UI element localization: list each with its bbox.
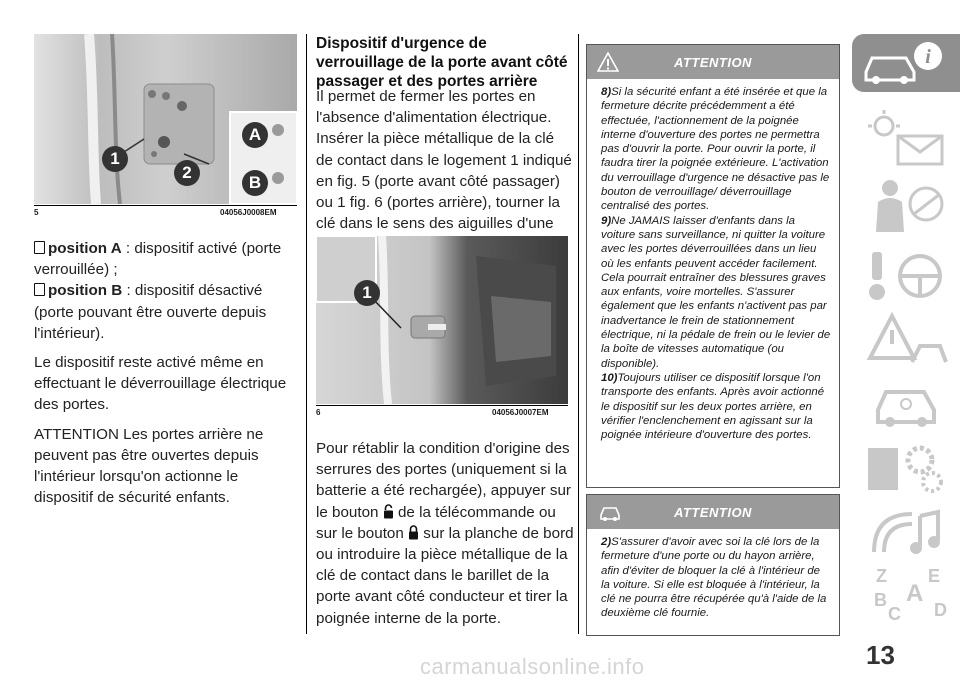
warning-item-10 <box>601 371 831 442</box>
warning-item-2 <box>601 535 831 621</box>
text-run: de la télécommande ou sur le bouton <box>316 503 556 542</box>
callout-2: 2 <box>174 160 200 186</box>
maintenance-gears-icon[interactable] <box>862 438 950 498</box>
index-letter: A <box>906 580 924 607</box>
index-icon[interactable] <box>870 566 950 626</box>
warning-body <box>587 529 839 627</box>
index-letter: C <box>888 604 901 624</box>
callout-1: 1 <box>354 280 380 306</box>
warning-header <box>587 45 839 79</box>
figure-5-code: 04056J0008EM <box>220 208 277 217</box>
warning-number: 9) <box>601 214 612 227</box>
warning-text: Toujours utiliser ce dispositif lorsque l'on transporte des enfants. Après avoir actionné le dispositif sur les deux portes arrière, en vérifier l'enclenchement en agissant sur la poignée intérieure d'ouverture des portes. <box>601 371 825 442</box>
figure-6-number: 6 <box>316 408 321 417</box>
watermark-text: carmanualsonline.info <box>420 654 645 679</box>
index-letter: Z <box>876 566 887 586</box>
key-steering-icon[interactable] <box>862 246 950 306</box>
position-b-text: : dispositif désactivé (porte pouvant être ouverte depuis l'intérieur). <box>34 282 267 342</box>
paragraph: ATTENTION Les portes arrière ne peuvent pas être ouvertes depuis l'intérieur lorsqu'on actionne le dispositif de sécurité enfants. <box>34 425 264 507</box>
column-divider <box>578 34 579 634</box>
figure-5-photo <box>34 34 297 204</box>
text-run: sur la planche de bord ou introduire la pièce métallique de la clé de contact dans le barillet de la porte avant côté conducteur et tirer la poignée interne de la porte. <box>316 524 574 627</box>
index-letter: D <box>934 600 947 620</box>
svg-text:i: i <box>925 46 931 68</box>
figure-5-caption-rule <box>34 205 297 206</box>
warning-text: Si la sécurité enfant a été insérée et que la fermeture décrite précédemment a été effectuée, l'actionnement de la poignée interne d'ouverture des portes ne permettra pas d'ouvrir la porte. Pour ouvrir la porte, il faudra tirer la poignée extérieure. L'activation du verrouillage d'urgence ne désactive pas le bouton de verrouillage/ déverrouillage centralisé des portes. <box>601 86 830 213</box>
position-b-label: position B <box>48 282 123 300</box>
warning-box-1 <box>586 44 840 488</box>
paragraph <box>316 438 574 629</box>
warning-header <box>587 495 839 529</box>
warning-number: 2) <box>601 536 612 548</box>
callout-1: 1 <box>102 146 128 172</box>
position-a-item <box>34 238 300 280</box>
car-info-icon <box>852 34 960 92</box>
paragraph: Il permet de fermer les portes en l'absence d'alimentation électrique. Insérer la pièce métallique de la clé de contact dans le logement 1 indiqué en fig. 5 (porte avant côté passager) ou 1 fig. 6 (portes arrière), tourner la clé dans le sens des aiguilles d'une <box>316 88 572 233</box>
warning-box-2 <box>586 494 840 636</box>
warning-text: Ne JAMAIS laisser d'enfants dans la voiture sans surveillance, ni quitter la voiture avec les portes déverrouillées dans un lieu où les enfants peuvent accéder facilement. Cela pourrait entraîner des blessures graves aux enfants, voire mortelles. S'assurer également que les enfants n'activent pas par inadvertance le frein de stationnement électrique, ni la pédale de frein ou le levier de la boîte de vitesses automatique (ou disponible). <box>601 214 831 370</box>
warning-text: S'assurer d'avoir avec soi la clé lors de la fermeture d'une porte ou du hayon arrière, afin d'éviter de bloquer la clé à l'intérieur de la voiture. Si elle est bloquée à l'intérieur, la clé ne pourra être récupérée qu'à l'aide de la deuxième clé fournie. <box>601 536 827 620</box>
figure-6-caption-rule <box>316 405 568 406</box>
checkbox-icon <box>34 283 45 296</box>
section-heading: Dispositif d'urgence de verrouillage de la porte avant côté passager et des portes arrière <box>316 35 568 90</box>
column-2-para-2 <box>316 438 574 637</box>
figure-6-photo <box>316 236 568 404</box>
callout-b: B <box>242 170 268 196</box>
lights-message-icon[interactable] <box>862 108 950 168</box>
sidebar-active-tab[interactable] <box>852 34 960 92</box>
warning-item-9 <box>601 214 831 371</box>
figure-6-code: 04056J0007EM <box>492 408 549 417</box>
breakdown-car-icon[interactable] <box>862 374 950 434</box>
warning-number: 10) <box>601 371 618 384</box>
seat-airbag-icon[interactable] <box>864 176 950 236</box>
warning-title: ATTENTION <box>674 505 752 520</box>
checkbox-icon <box>34 241 45 254</box>
position-b-item <box>34 280 300 344</box>
index-letter: B <box>874 590 887 610</box>
lock-icon <box>408 525 419 540</box>
figure-5-number: 5 <box>34 208 39 217</box>
column-divider <box>306 34 307 634</box>
position-a-label: position A <box>48 240 122 257</box>
index-letter: E <box>928 566 941 586</box>
page-number: 13 <box>866 640 895 670</box>
callout-a: A <box>242 122 268 148</box>
unlock-icon <box>383 504 394 519</box>
position-a-text: : dispositif activé (porte verrouillée) ; <box>34 240 282 279</box>
paragraph: Le dispositif reste activé même en effectuant le déverrouillage électrique des portes. <box>34 354 287 414</box>
multimedia-music-icon[interactable] <box>862 502 950 562</box>
text-run: Pour rétablir la condition d'origine des serrures des portes (uniquement si la batterie a été rechargée), appuyer sur le bouton <box>316 440 571 521</box>
warning-number: 8) <box>601 86 612 98</box>
warning-item-8 <box>601 85 831 214</box>
road-warning-icon[interactable] <box>862 310 950 370</box>
warning-title: ATTENTION <box>674 55 752 70</box>
column-1-text <box>34 238 300 516</box>
warning-body <box>587 79 839 448</box>
